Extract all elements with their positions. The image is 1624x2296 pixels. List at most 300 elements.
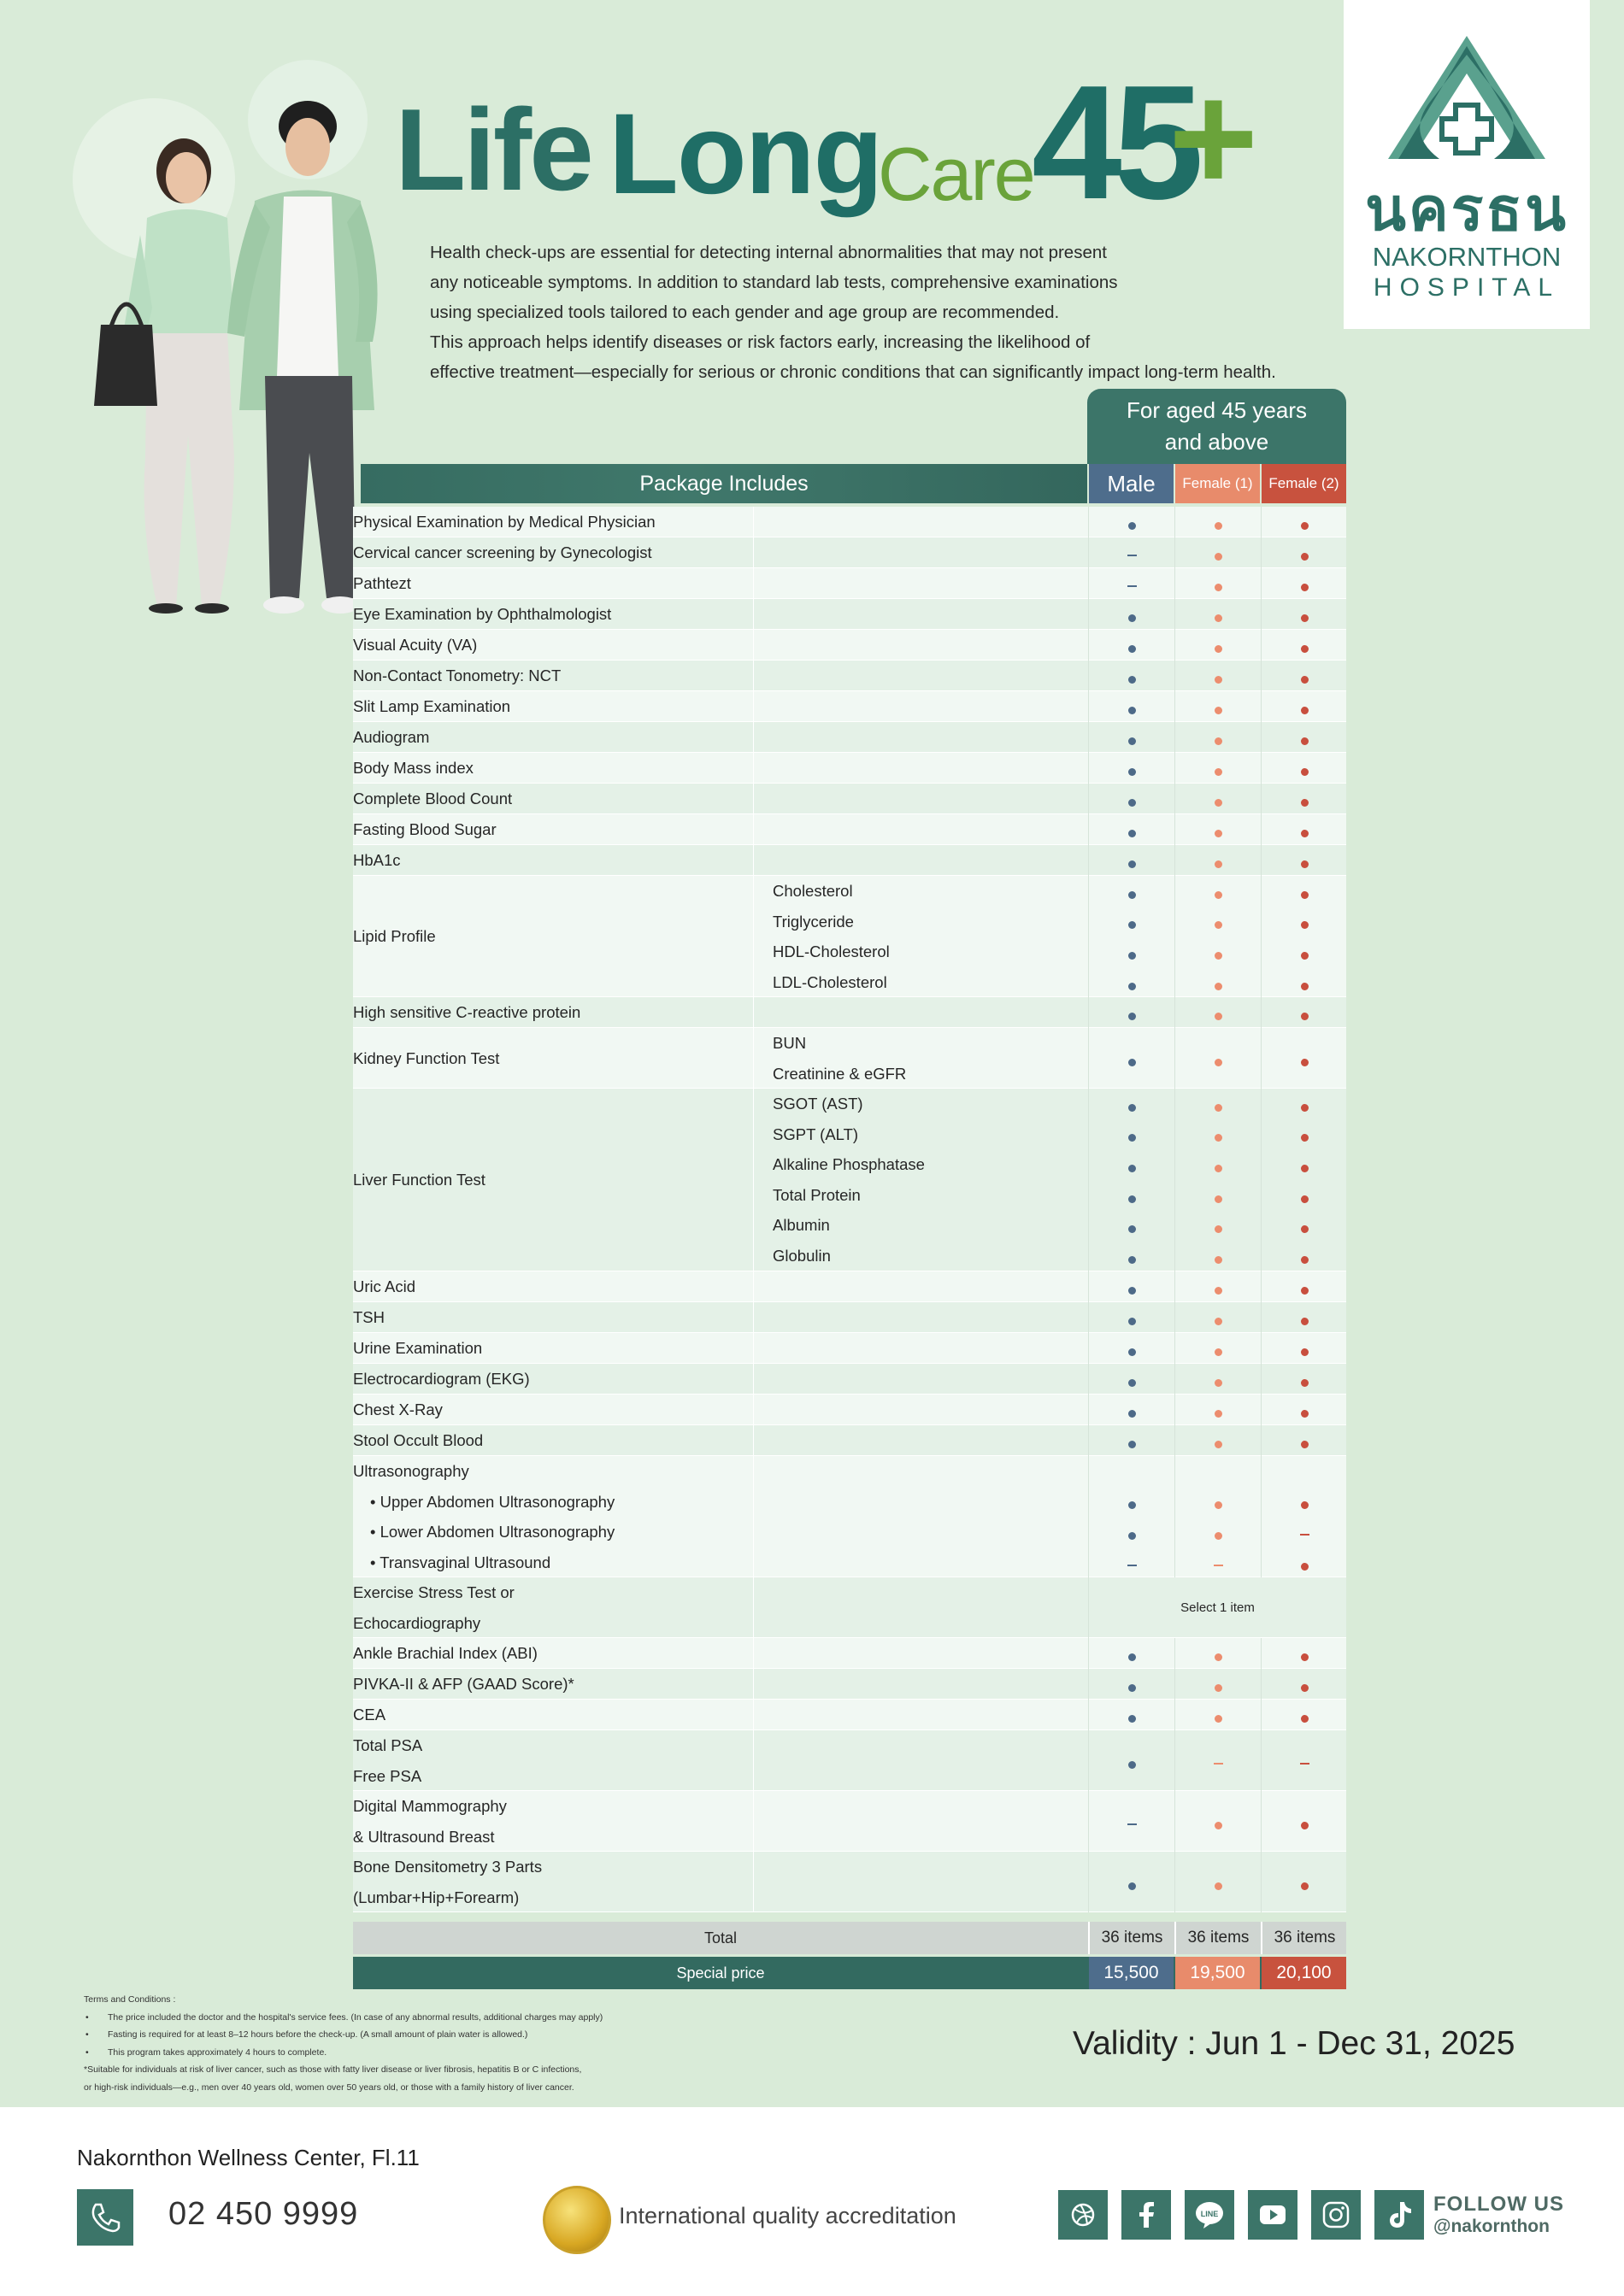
included-dot-icon (1128, 983, 1136, 990)
table-row (353, 537, 1346, 568)
included-dot-icon (1215, 1379, 1222, 1387)
m-mark-cell (1088, 507, 1174, 537)
table-row (353, 1364, 1346, 1395)
included-dot-icon (1301, 1256, 1309, 1264)
line-icon[interactable] (1185, 2190, 1234, 2240)
f1-mark-cell (1174, 1700, 1261, 1730)
included-dot-icon (1128, 799, 1136, 807)
mark (1089, 1134, 1174, 1142)
m-mark-cell (1088, 661, 1174, 691)
f2-mark-cell (1261, 1333, 1347, 1364)
f1-mark-cell (1174, 1395, 1261, 1425)
included-dot-icon (1301, 1882, 1309, 1890)
included-dot-icon (1301, 584, 1309, 591)
included-dot-icon (1301, 1134, 1309, 1142)
sub-item-cell (753, 814, 1099, 845)
item-name-line: Exercise Stress Test or (353, 1583, 515, 1601)
price-female1: 19,500 (1175, 1957, 1260, 1989)
title (395, 52, 1284, 233)
table-row (353, 568, 1346, 599)
included-dot-icon (1128, 1761, 1136, 1769)
mark (1089, 952, 1174, 960)
sub-item-cell (753, 1271, 1099, 1302)
mark (1089, 1684, 1174, 1692)
table-row (353, 1577, 1346, 1638)
mark (1175, 1379, 1261, 1387)
f1-mark-cell (1174, 1730, 1261, 1791)
m-mark-cell (1088, 630, 1174, 661)
included-dot-icon (1301, 676, 1309, 684)
mark (1262, 1441, 1347, 1448)
package-table (353, 507, 1346, 1912)
sub-item-cell (753, 876, 1099, 997)
f1-mark-cell (1174, 784, 1261, 814)
included-dot-icon (1301, 1379, 1309, 1387)
package-header: Package Includes (361, 464, 1087, 503)
sub-item: SGPT (ALT) (773, 1125, 859, 1143)
mark (1175, 860, 1261, 868)
phone-icon[interactable] (77, 2189, 133, 2246)
m-mark-cell (1088, 568, 1174, 599)
included-dot-icon (1128, 1653, 1136, 1661)
included-dot-icon (1215, 1684, 1222, 1692)
included-dot-icon (1215, 952, 1222, 960)
mark (1175, 1441, 1261, 1448)
item-name (353, 661, 753, 691)
item-name (353, 1638, 753, 1669)
f2-mark-cell (1261, 599, 1347, 630)
mark (1089, 1882, 1174, 1890)
f1-mark-cell (1174, 691, 1261, 722)
mark (1175, 1134, 1261, 1142)
item-name (353, 691, 753, 722)
included-dot-icon (1128, 830, 1136, 837)
m-mark-cell (1088, 722, 1174, 753)
included-dot-icon (1301, 1410, 1309, 1418)
sub-item-cell (753, 691, 1099, 722)
included-dot-icon (1128, 1134, 1136, 1142)
mark (1262, 1195, 1347, 1203)
terms-bullet: • Fasting is required for at least 8–12 hours before the check-up. (A small amount of plain water is allowed.) (84, 2026, 733, 2044)
included-dot-icon (1215, 1348, 1222, 1356)
item-name-line: Cervical cancer screening by Gynecologist (353, 543, 652, 561)
sub-item: Creatinine & eGFR (773, 1064, 907, 1083)
item-name (353, 1700, 753, 1730)
f2-mark-cell (1261, 1638, 1347, 1669)
sub-item-cell (753, 1791, 1099, 1852)
table-row (353, 1638, 1346, 1669)
sub-item: BUN (773, 1034, 807, 1052)
included-dot-icon (1215, 1013, 1222, 1020)
hospital-logo (1344, 0, 1590, 329)
included-dot-icon (1128, 860, 1136, 868)
mark (1262, 1013, 1347, 1020)
included-dot-icon (1301, 952, 1309, 960)
mark (1089, 1501, 1174, 1509)
social-handle[interactable]: @nakornthon (1433, 2217, 1550, 2236)
intro-line: using specialized tools tailored to each gender and age group are recommended. (430, 302, 1060, 322)
included-dot-icon (1128, 1441, 1136, 1448)
instagram-icon[interactable] (1311, 2190, 1361, 2240)
mark (1175, 1501, 1261, 1509)
phone-number[interactable]: 02 450 9999 (168, 2196, 359, 2232)
age-header-line-1: For aged 45 years (1126, 397, 1307, 423)
included-dot-icon (1128, 522, 1136, 530)
select-one-note: Select 1 item (1088, 1577, 1346, 1638)
included-dot-icon (1301, 1822, 1309, 1829)
item-name (353, 1577, 753, 1638)
f2-mark-cell (1261, 661, 1347, 691)
f1-mark-cell (1174, 722, 1261, 753)
m-mark-cell (1088, 537, 1174, 568)
item-name (353, 630, 753, 661)
item-name-line: Lipid Profile (353, 927, 436, 946)
sub-item: Globulin (773, 1247, 831, 1265)
m-mark-cell (1088, 845, 1174, 876)
mark (1262, 553, 1347, 561)
f1-mark-cell (1174, 507, 1261, 537)
included-dot-icon (1301, 1287, 1309, 1295)
item-name-line: Stool Occult Blood (353, 1431, 484, 1449)
included-dot-icon (1301, 1318, 1309, 1325)
table-row (353, 691, 1346, 722)
mark (1175, 1104, 1261, 1112)
f1-mark-cell (1174, 1669, 1261, 1700)
included-dot-icon (1215, 1532, 1222, 1540)
sub-item-cell (753, 997, 1099, 1028)
f2-mark-cell (1261, 997, 1347, 1028)
f2-mark-cell (1261, 722, 1347, 753)
included-dot-icon (1215, 1195, 1222, 1203)
sub-item-cell (753, 1852, 1099, 1912)
youtube-icon[interactable] (1248, 2190, 1297, 2240)
included-dot-icon (1128, 1501, 1136, 1509)
mark (1089, 768, 1174, 776)
m-mark-cell (1088, 691, 1174, 722)
included-dot-icon (1215, 614, 1222, 622)
table-row (353, 784, 1346, 814)
included-dot-icon (1215, 737, 1222, 745)
not-included-dash-icon (1214, 1565, 1223, 1566)
female1-column-header: Female (1) (1175, 464, 1260, 503)
f1-mark-cell (1174, 661, 1261, 691)
item-name-line: Audiogram (353, 728, 430, 746)
title-life: Life (395, 85, 591, 214)
included-dot-icon (1215, 1653, 1222, 1661)
f2-mark-cell (1261, 568, 1347, 599)
item-name (353, 784, 753, 814)
mark (1175, 921, 1261, 929)
included-dot-icon (1215, 1165, 1222, 1172)
included-dot-icon (1128, 1225, 1136, 1233)
item-name-line: Ultrasonography (353, 1462, 469, 1480)
total-label: Total (703, 1929, 738, 1947)
sub-item-cell (753, 1730, 1099, 1791)
included-dot-icon (1301, 1195, 1309, 1203)
item-name (353, 568, 753, 599)
included-dot-icon (1215, 768, 1222, 776)
item-name (353, 1271, 753, 1302)
included-dot-icon (1301, 1225, 1309, 1233)
item-name-line: PIVKA-II & AFP (GAAD Score)* (353, 1675, 574, 1693)
mark (1262, 1134, 1347, 1142)
sub-item-cell (753, 537, 1099, 568)
tiktok-icon[interactable] (1374, 2190, 1424, 2240)
not-included-dash-icon (1214, 1763, 1223, 1765)
f2-mark-cell (1261, 1089, 1347, 1271)
included-dot-icon (1215, 707, 1222, 714)
included-dot-icon (1215, 522, 1222, 530)
m-mark-cell (1088, 753, 1174, 784)
table-row (353, 599, 1346, 630)
wellness-center-location: Nakornthon Wellness Center, Fl.11 (77, 2145, 420, 2170)
mark (1089, 799, 1174, 807)
mark (1262, 1104, 1347, 1112)
mark (1175, 1822, 1261, 1829)
item-name (353, 876, 753, 997)
included-dot-icon (1301, 983, 1309, 990)
m-mark-cell (1088, 1456, 1174, 1577)
item-name-line: Eye Examination by Ophthalmologist (353, 605, 612, 623)
item-name-line: Liver Function Test (353, 1171, 485, 1189)
m-mark-cell (1088, 1425, 1174, 1456)
included-dot-icon (1128, 1059, 1136, 1066)
dribbble-icon[interactable] (1058, 2190, 1108, 2240)
f2-mark-cell (1261, 537, 1347, 568)
table-row (353, 1852, 1346, 1912)
included-dot-icon (1215, 983, 1222, 990)
sub-item: SGOT (AST) (773, 1095, 863, 1113)
sub-item: Alkaline Phosphatase (773, 1155, 925, 1174)
m-mark-cell (1088, 1730, 1174, 1791)
mark (1089, 1165, 1174, 1172)
included-dot-icon (1215, 553, 1222, 561)
included-dot-icon (1215, 860, 1222, 868)
f1-mark-cell (1174, 753, 1261, 784)
not-included-dash-icon (1127, 1823, 1137, 1825)
included-dot-icon (1128, 1348, 1136, 1356)
included-dot-icon (1128, 768, 1136, 776)
mark (1089, 584, 1174, 587)
f1-mark-cell (1174, 845, 1261, 876)
total-female2: 36 items (1261, 1922, 1347, 1954)
mark (1175, 584, 1261, 591)
mark (1262, 1287, 1347, 1295)
f1-mark-cell (1174, 1456, 1261, 1577)
table-row (353, 876, 1346, 997)
table-row (353, 1333, 1346, 1364)
item-name-line: Electrocardiogram (EKG) (353, 1370, 530, 1388)
mark (1175, 768, 1261, 776)
item-name-line: High sensitive C-reactive protein (353, 1003, 581, 1021)
follow-us-label: FOLLOW US (1433, 2193, 1564, 2216)
item-name-line: Free PSA (353, 1766, 422, 1785)
sub-item-cell (753, 630, 1099, 661)
mark (1262, 737, 1347, 745)
sub-item: LDL-Cholesterol (773, 972, 887, 991)
logo-thai-text: นครธน (1365, 176, 1568, 243)
f1-mark-cell (1174, 1852, 1261, 1912)
included-dot-icon (1301, 1104, 1309, 1112)
m-mark-cell (1088, 876, 1174, 997)
mark (1262, 1653, 1347, 1661)
table-row (353, 1425, 1346, 1456)
sub-item-cell (753, 845, 1099, 876)
item-name-line: Physical Examination by Medical Physician (353, 513, 656, 531)
mark (1175, 1287, 1261, 1295)
mark (1089, 1318, 1174, 1325)
facebook-icon[interactable] (1121, 2190, 1171, 2240)
total-male: 36 items (1088, 1922, 1174, 1954)
f1-mark-cell (1174, 1333, 1261, 1364)
title-long: Long (609, 91, 882, 218)
table-row (353, 1302, 1346, 1333)
sub-item-cell (753, 1456, 1099, 1577)
sub-item-cell (753, 722, 1099, 753)
included-dot-icon (1215, 1256, 1222, 1264)
included-dot-icon (1128, 1532, 1136, 1540)
included-dot-icon (1301, 614, 1309, 622)
included-dot-icon (1128, 1165, 1136, 1172)
included-dot-icon (1301, 1348, 1309, 1356)
sub-item-cell (753, 753, 1099, 784)
not-included-dash-icon (1300, 1763, 1309, 1765)
mark (1175, 645, 1261, 653)
included-dot-icon (1215, 1134, 1222, 1142)
item-name-line: • Upper Abdomen Ultrasonography (370, 1492, 615, 1511)
item-name (353, 753, 753, 784)
terms-bullet: • This program takes approximately 4 hours to complete. (84, 2044, 733, 2062)
included-dot-icon (1215, 1441, 1222, 1448)
m-mark-cell (1088, 1395, 1174, 1425)
included-dot-icon (1301, 707, 1309, 714)
item-name (353, 1456, 753, 1577)
not-included-dash-icon (1127, 585, 1137, 587)
included-dot-icon (1128, 1318, 1136, 1325)
item-name-line: Urine Examination (353, 1339, 483, 1357)
included-dot-icon (1301, 522, 1309, 530)
f2-mark-cell (1261, 784, 1347, 814)
included-dot-icon (1128, 1379, 1136, 1387)
included-dot-icon (1301, 1653, 1309, 1661)
m-mark-cell (1088, 1852, 1174, 1912)
item-name-line: CEA (353, 1706, 386, 1723)
included-dot-icon (1215, 1501, 1222, 1509)
total-female1: 36 items (1174, 1922, 1261, 1954)
item-name-line: Kidney Function Test (353, 1048, 500, 1067)
mark (1089, 676, 1174, 684)
item-name-line: Fasting Blood Sugar (353, 820, 497, 838)
mark (1089, 983, 1174, 990)
table-row (353, 753, 1346, 784)
included-dot-icon (1215, 1225, 1222, 1233)
f2-mark-cell (1261, 1364, 1347, 1395)
m-mark-cell (1088, 599, 1174, 630)
mark (1175, 1318, 1261, 1325)
m-mark-cell (1088, 784, 1174, 814)
mark (1089, 1287, 1174, 1295)
item-name (353, 1395, 753, 1425)
mark (1089, 1715, 1174, 1723)
included-dot-icon (1128, 645, 1136, 653)
m-mark-cell (1088, 814, 1174, 845)
item-name-line: Body Mass index (353, 759, 474, 777)
terms-bullet: • The price included the doctor and the hospital's service fees. (In case of any abnormal results, additional charges may apply) (84, 2009, 733, 2027)
item-name (353, 1791, 753, 1852)
included-dot-icon (1128, 921, 1136, 929)
sub-item-cell (753, 1425, 1099, 1456)
f2-mark-cell (1261, 507, 1347, 537)
mark (1089, 1013, 1174, 1020)
mark (1089, 1653, 1174, 1661)
f1-mark-cell (1174, 1425, 1261, 1456)
included-dot-icon (1128, 952, 1136, 960)
m-mark-cell (1088, 1669, 1174, 1700)
f1-mark-cell (1174, 1638, 1261, 1669)
age-header-line-2: and above (1164, 429, 1269, 455)
item-name-line: Echocardiography (353, 1613, 481, 1632)
item-name-line: Bone Densitometry 3 Parts (353, 1858, 543, 1876)
m-mark-cell (1088, 1791, 1174, 1852)
mark (1262, 983, 1347, 990)
title-number: 45 (1032, 52, 1196, 233)
f1-mark-cell (1174, 630, 1261, 661)
item-name-line: Non-Contact Tonometry: NCT (353, 666, 562, 684)
included-dot-icon (1215, 645, 1222, 653)
mark (1262, 952, 1347, 960)
mark (1262, 1318, 1347, 1325)
item-name (353, 507, 753, 537)
mark (1262, 614, 1347, 622)
f1-mark-cell (1174, 814, 1261, 845)
included-dot-icon (1215, 1318, 1222, 1325)
included-dot-icon (1301, 737, 1309, 745)
mark (1262, 1532, 1347, 1536)
item-name-line: Uric Acid (353, 1277, 415, 1295)
terms-and-conditions (84, 1991, 733, 2096)
included-dot-icon (1301, 1715, 1309, 1723)
table-row (353, 1089, 1346, 1271)
sub-item-cell (753, 1577, 1099, 1638)
item-name-line: HbA1c (353, 851, 401, 869)
mark (1175, 1013, 1261, 1020)
not-included-dash-icon (1127, 1565, 1137, 1566)
logo-english-hospital: HOSPITAL (1373, 273, 1561, 302)
included-dot-icon (1128, 1715, 1136, 1723)
mark (1089, 645, 1174, 653)
item-name-line: Slit Lamp Examination (353, 697, 511, 715)
mark (1175, 522, 1261, 530)
mark (1262, 1715, 1347, 1723)
mark (1262, 1761, 1347, 1765)
mark (1262, 1822, 1347, 1829)
mark (1089, 1348, 1174, 1356)
included-dot-icon (1301, 1563, 1309, 1571)
mark (1262, 584, 1347, 591)
included-dot-icon (1128, 1882, 1136, 1890)
mark (1175, 614, 1261, 622)
f2-mark-cell (1261, 1302, 1347, 1333)
f2-mark-cell (1261, 1852, 1347, 1912)
included-dot-icon (1215, 584, 1222, 591)
m-mark-cell (1088, 1333, 1174, 1364)
f1-mark-cell (1174, 1089, 1261, 1271)
intro-line: Health check-ups are essential for detecting internal abnormalities that may not present (430, 243, 1107, 262)
mark (1175, 1256, 1261, 1264)
table-row (353, 661, 1346, 691)
validity-period: Validity : Jun 1 - Dec 31, 2025 (1073, 2025, 1515, 2062)
f1-mark-cell (1174, 997, 1261, 1028)
